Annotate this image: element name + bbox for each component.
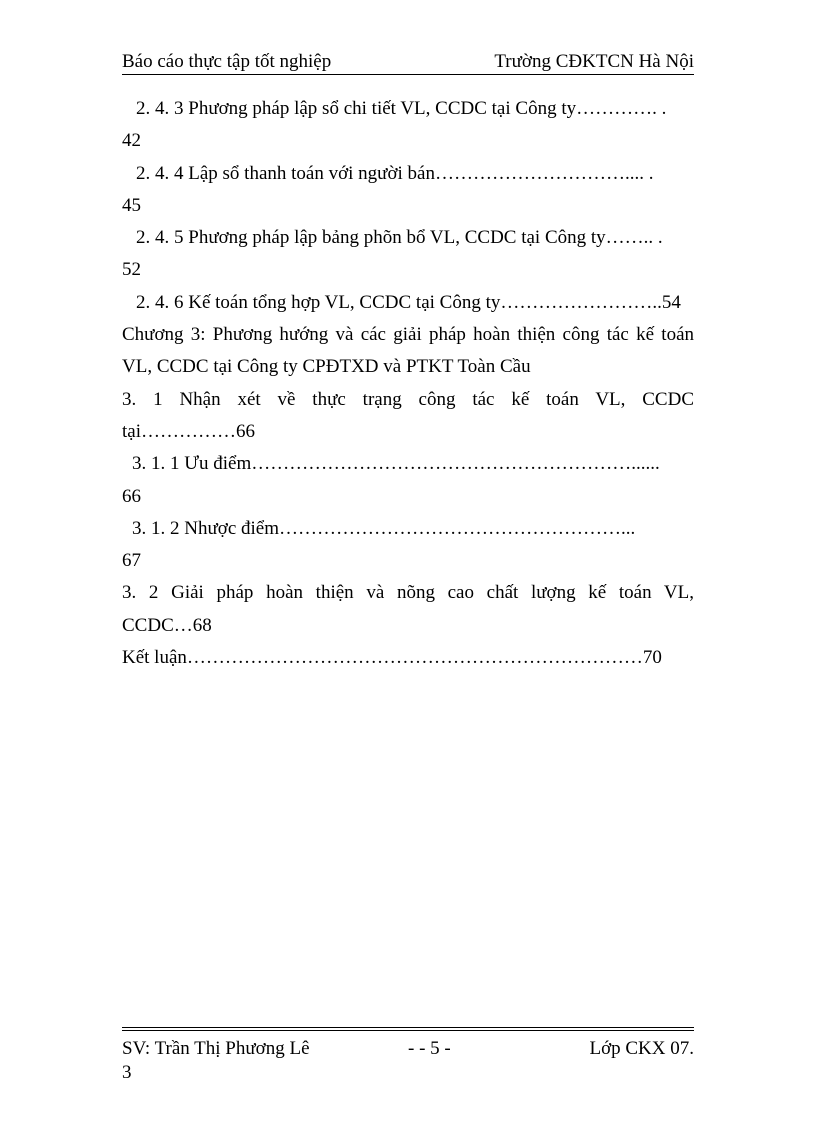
toc-entry-2-4-3: 2. 4. 3 Phương pháp lập sổ chi tiết VL, CCDC tại Công ty…………. . [136,98,667,119]
header-school-name: Trường CĐKTCN Hà Nội [494,51,694,72]
footer-class-code-wrap: 3 [122,1062,132,1083]
toc-page-number: 45 [122,194,141,216]
page-header [122,48,694,75]
toc-chapter-3-title: Chương 3: Phương hướng và các giải pháp hoàn thiện công tác kế toán [122,324,694,346]
toc-entry-3-1: 3. 1 Nhận xét về thực trạng công tác kế toán VL, CCDC [122,388,694,410]
toc-chapter-3-title-cont: VL, CCDC tại Công ty CPĐTXD và PTKT Toàn Cầu [122,356,531,378]
toc-entry-3-1-2: 3. 1. 2 Nhược điểm………………………………………………... [132,517,636,539]
page-footer [122,1027,694,1084]
toc-entry-3-2-cont: CCDC…68 [122,614,212,636]
footer-student-name: SV: Trần Thị Phương Lê [122,1038,310,1059]
footer-page-number: - - 5 - [408,1038,451,1059]
toc-page-number: 52 [122,259,141,281]
toc-page-number: 66 [122,485,141,507]
toc-entry-3-2: 3. 2 Giải pháp hoàn thiện và nõng cao chất lượng kế toán VL, [122,582,694,604]
header-report-title: Báo cáo thực tập tốt nghiệp [122,51,332,72]
table-of-contents [122,93,694,674]
toc-entry-3-1-cont: tại……………66 [122,420,255,442]
toc-entry-2-4-4: 2. 4. 4 Lập sổ thanh toán với người bán………………………….... . [136,162,654,184]
footer-divider [122,1027,694,1028]
toc-page-number: 67 [122,550,141,572]
toc-entry-3-1-1: 3. 1. 1 Ưu điểm……………………………………………………...... [132,453,660,475]
toc-page-number: 42 [122,130,141,152]
toc-entry-2-4-5: 2. 4. 5 Phương pháp lập bảng phõn bổ VL, CCDC tại Công ty…….. . [136,227,663,249]
toc-entry-2-4-6: 2. 4. 6 Kế toán tổng hợp VL, CCDC tại Công ty……………………..54 [136,291,681,313]
footer-divider [122,1030,694,1031]
footer-class-code: Lớp CKX 07. [589,1038,694,1059]
toc-entry-conclusion: Kết luận………………………………………………………………70 [122,647,662,669]
